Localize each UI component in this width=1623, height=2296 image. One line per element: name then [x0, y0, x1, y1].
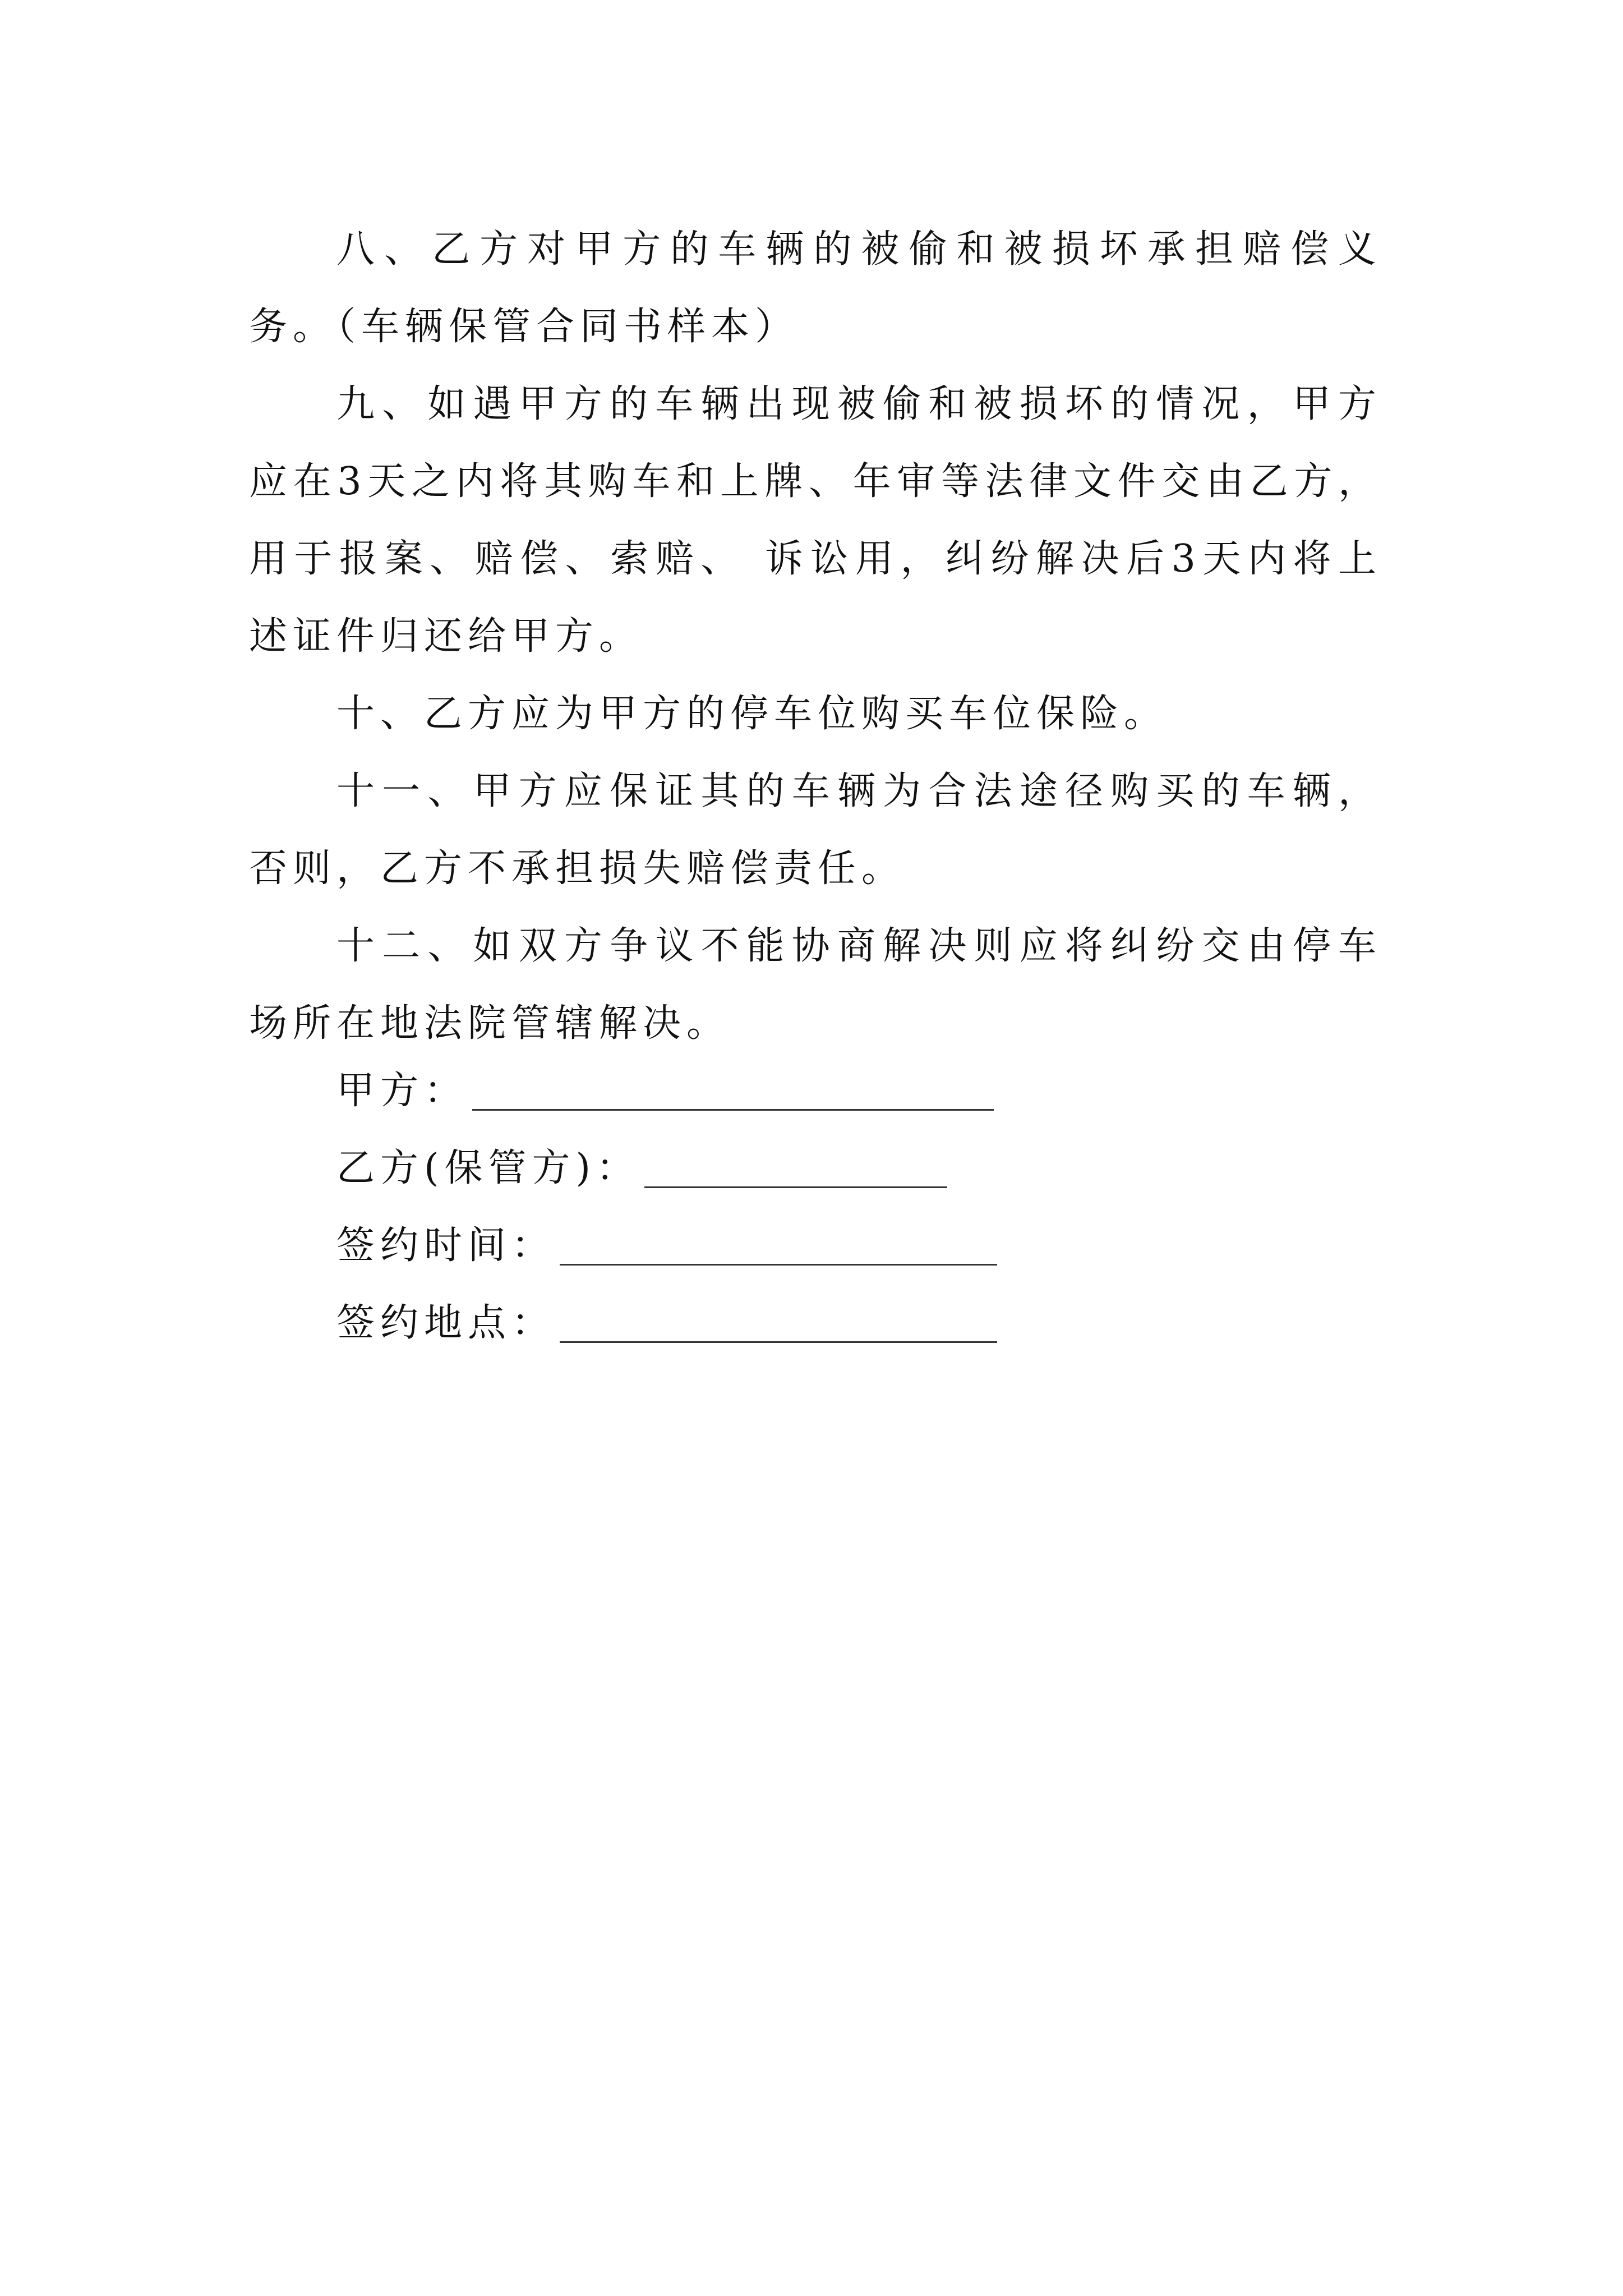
sign-place-row — [336, 1285, 1234, 1362]
sign-place-blank — [560, 1306, 997, 1343]
sign-time-label: 签约时间： — [336, 1223, 556, 1268]
party-b-label: 乙方(保管方)： — [336, 1146, 640, 1190]
clause-10: 十、乙方应为甲方的停车位购买车位保险。 — [336, 692, 1168, 736]
sign-place-label: 签约地点： — [336, 1301, 556, 1345]
party-b-blank — [644, 1152, 947, 1188]
party-a-label: 甲方： — [336, 1069, 468, 1113]
signature-block — [336, 1052, 1234, 1362]
clause-12: 十二、如双方争议不能协商解决则应将纠纷交由停车场所在地法院管辖解决。 — [249, 924, 1382, 1046]
sign-time-row — [336, 1207, 1234, 1285]
party-b-row — [336, 1130, 1234, 1207]
party-a-blank — [472, 1074, 994, 1111]
contract-body — [249, 211, 1382, 1062]
clause-11: 十一、甲方应保证其的车辆为合法途径购买的车辆，否则，乙方不承担损失赔偿责任。 — [249, 769, 1382, 891]
clause-8: 八、乙方对甲方的车辆的被偷和被损坏承担赔偿义务。（车辆保管合同书样本） — [249, 227, 1382, 349]
clause-9: 九、如遇甲方的车辆出现被偷和被损坏的情况，甲方应在3天之内将其购车和上牌、年审等法律文件交由乙方，用于报案、赔偿、索赔、 诉讼用，纠纷解决后3天内将上述证件归还给甲方。 — [249, 382, 1382, 659]
party-a-row — [336, 1052, 1234, 1130]
sign-time-blank — [560, 1229, 997, 1266]
